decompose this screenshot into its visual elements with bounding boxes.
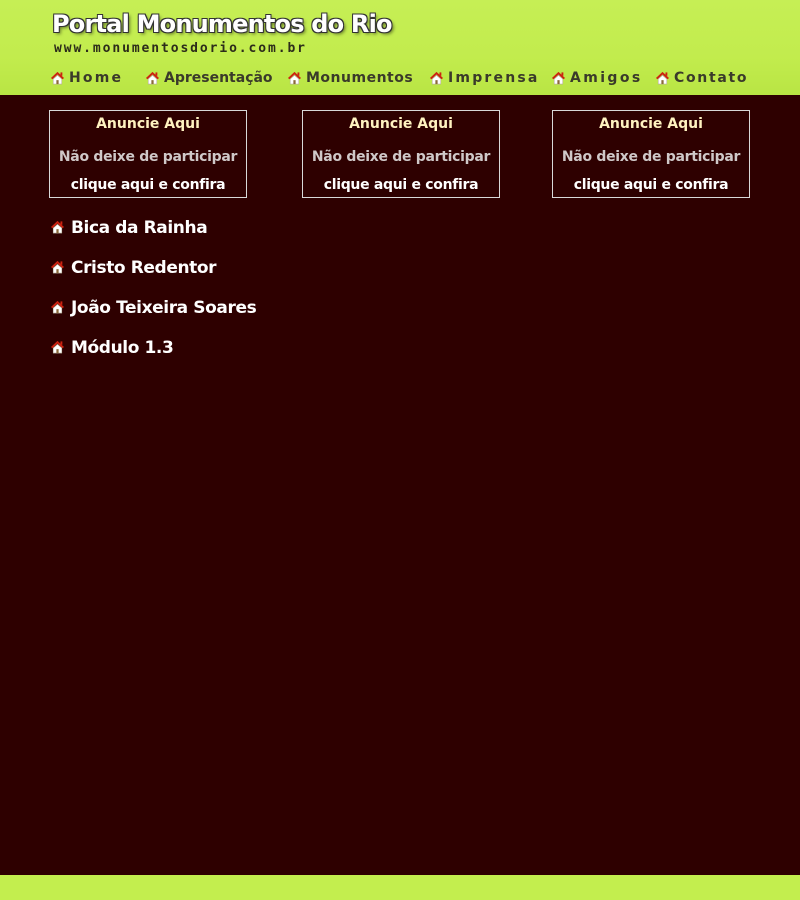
nav-item-label: Amigos <box>570 70 643 86</box>
ad-text: Não deixe de participar <box>58 149 238 165</box>
nav-item-label: Apresentação <box>164 70 273 86</box>
home-icon <box>50 300 65 314</box>
header <box>0 0 800 95</box>
ad-banner-1[interactable] <box>49 110 247 198</box>
ad-link-text[interactable]: clique aqui e confira <box>573 177 729 193</box>
home-icon <box>655 71 670 85</box>
nav-item-imprensa[interactable] <box>429 68 540 88</box>
home-icon <box>429 71 444 85</box>
ad-title: Anuncie Aqui <box>96 116 200 132</box>
monument-link-modulo-1-3[interactable] <box>50 338 450 378</box>
nav-item-label: Monumentos <box>306 70 414 86</box>
main-nav <box>0 68 800 90</box>
ad-link-text[interactable]: clique aqui e confira <box>323 177 479 193</box>
monument-link-joao-teixeira-soares[interactable] <box>50 298 450 338</box>
ad-banner-3[interactable] <box>552 110 750 198</box>
ad-text: Não deixe de participar <box>311 149 491 165</box>
home-icon <box>50 220 65 234</box>
footer-bar <box>0 875 800 900</box>
home-icon <box>145 71 160 85</box>
site-title[interactable]: Portal Monumentos do Rio <box>52 10 392 38</box>
home-icon <box>50 340 65 354</box>
monument-link-cristo-redentor[interactable] <box>50 258 450 298</box>
nav-item-label: Contato <box>674 70 749 86</box>
ad-title: Anuncie Aqui <box>599 116 703 132</box>
nav-item-amigos[interactable] <box>551 68 643 88</box>
monument-label[interactable]: João Teixeira Soares <box>71 298 257 318</box>
ad-text: Não deixe de participar <box>561 149 741 165</box>
nav-item-monumentos[interactable] <box>287 68 413 88</box>
monument-list <box>50 218 450 378</box>
home-icon <box>50 71 65 85</box>
monument-label[interactable]: Cristo Redentor <box>71 258 217 278</box>
ad-banner-2[interactable] <box>302 110 500 198</box>
site-url: www.monumentosdorio.com.br <box>54 41 307 56</box>
home-icon <box>50 260 65 274</box>
ad-link-text[interactable]: clique aqui e confira <box>70 177 226 193</box>
nav-item-label: Home <box>69 70 124 86</box>
home-icon <box>287 71 302 85</box>
nav-item-contato[interactable] <box>655 68 748 88</box>
home-icon <box>551 71 566 85</box>
nav-item-label: Imprensa <box>448 70 540 86</box>
monument-label[interactable]: Bica da Rainha <box>71 218 208 238</box>
monument-label[interactable]: Módulo 1.3 <box>71 338 174 358</box>
nav-item-home[interactable] <box>50 68 123 88</box>
ad-title: Anuncie Aqui <box>349 116 453 132</box>
nav-item-apresentacao[interactable] <box>145 68 273 88</box>
monument-link-bica-da-rainha[interactable] <box>50 218 450 258</box>
